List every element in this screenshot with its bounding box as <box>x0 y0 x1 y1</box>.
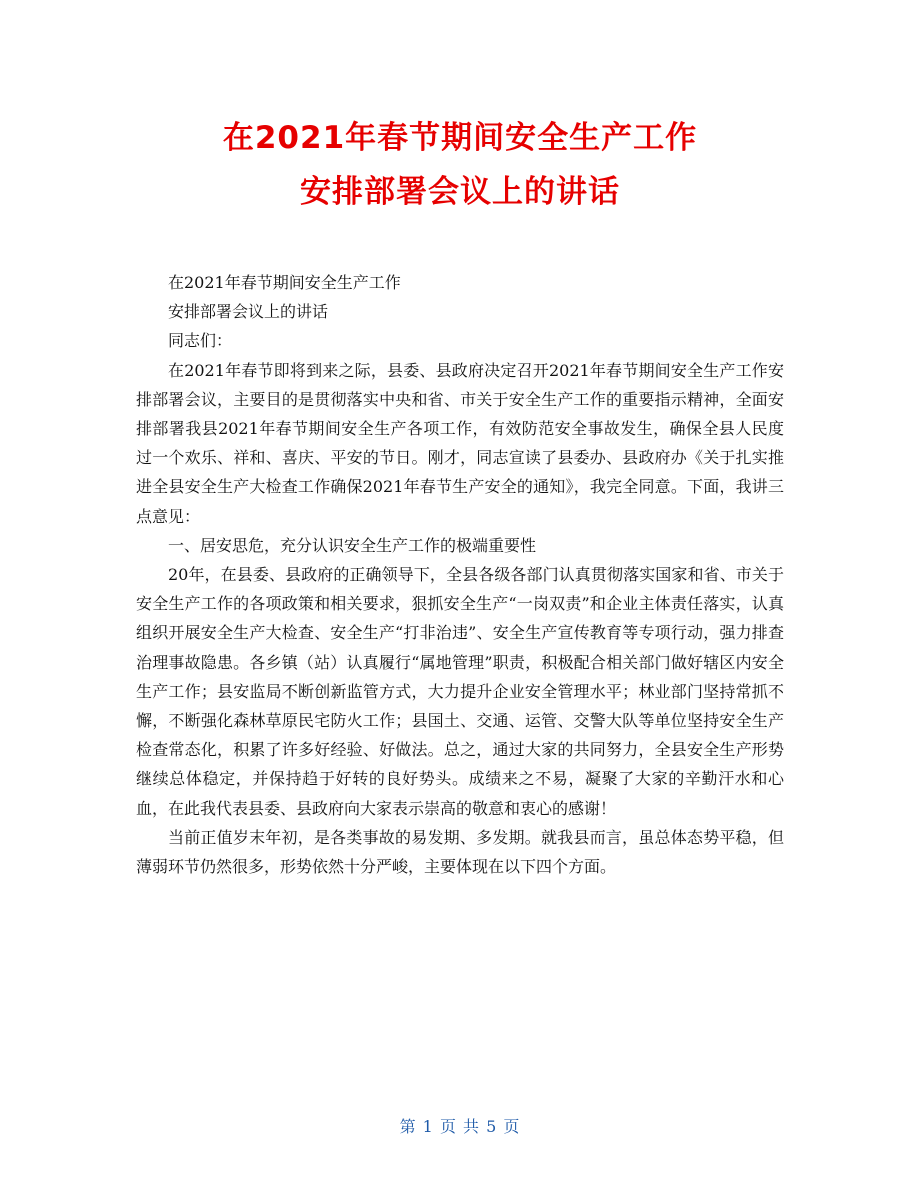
body-paragraph: 安排部署会议上的讲话 <box>168 302 329 322</box>
body-paragraph: 在2021年春节期间安全生产工作 <box>168 273 401 292</box>
document-body <box>136 268 784 881</box>
body-paragraph: 同志们： <box>168 331 233 351</box>
document-title-line-1: 在2021年春节期间安全生产工作 <box>222 120 698 156</box>
section-heading: 一、居安思危，充分认识安全生产工作的极端重要性 <box>168 535 537 555</box>
body-paragraph: 在2021年春节即将到来之际，县委、县政府决定召开2021年春节期间安全生产工作安排部署会议，主要目的是贯彻落实中央和省、市关于安全生产工作的重要指示精神，全面安排部署我县2021年春节期间安全生产各项工作，有效防范安全事故发生，确保全县人民度过一个欢乐、祥和、喜庆、平安的节日。刚才，同志宣读了县委办、县政府办《关于扎实推进全县安全生产大检查工作确保2021年春节生产安全的通知》，我完全同意。下面，我讲三点意见： <box>136 360 784 526</box>
page-number-footer: 第 1 页 共 5 页 <box>399 1117 521 1136</box>
document-title-line-2: 安排部署会议上的讲话 <box>300 174 620 210</box>
body-paragraph: 20年，在县委、县政府的正确领导下，全县各级各部门认真贯彻落实国家和省、市关于安全生产工作的各项政策和相关要求，狠抓安全生产“一岗双责”和企业主体责任落实，认真组织开展安全生产大检查、安全生产“打非治违”、安全生产宣传教育等专项行动，强力排查治理事故隐患。各乡镇（站）认真履行“属地管理”职责，积极配合相关部门做好辖区内安全生产工作；县安监局不断创新监管方式，大力提升企业安全管理水平；林业部门坚持常抓不懈，不断强化森林草原民宅防火工作；县国土、交通、运管、交警大队等单位坚持安全生产检查常态化，积累了许多好经验、好做法。总之，通过大家的共同努力，全县安全生产形势继续总体稳定，并保持趋于好转的良好势头。成绩来之不易，凝聚了大家的辛勤汗水和心血，在此我代表县委、县政府向大家表示崇高的敬意和衷心的感谢！ <box>136 565 784 818</box>
body-paragraph: 当前正值岁末年初，是各类事故的易发期、多发期。就我县而言，虽总体态势平稳，但薄弱环节仍然很多，形势依然十分严峻，主要体现在以下四个方面。 <box>136 827 784 877</box>
